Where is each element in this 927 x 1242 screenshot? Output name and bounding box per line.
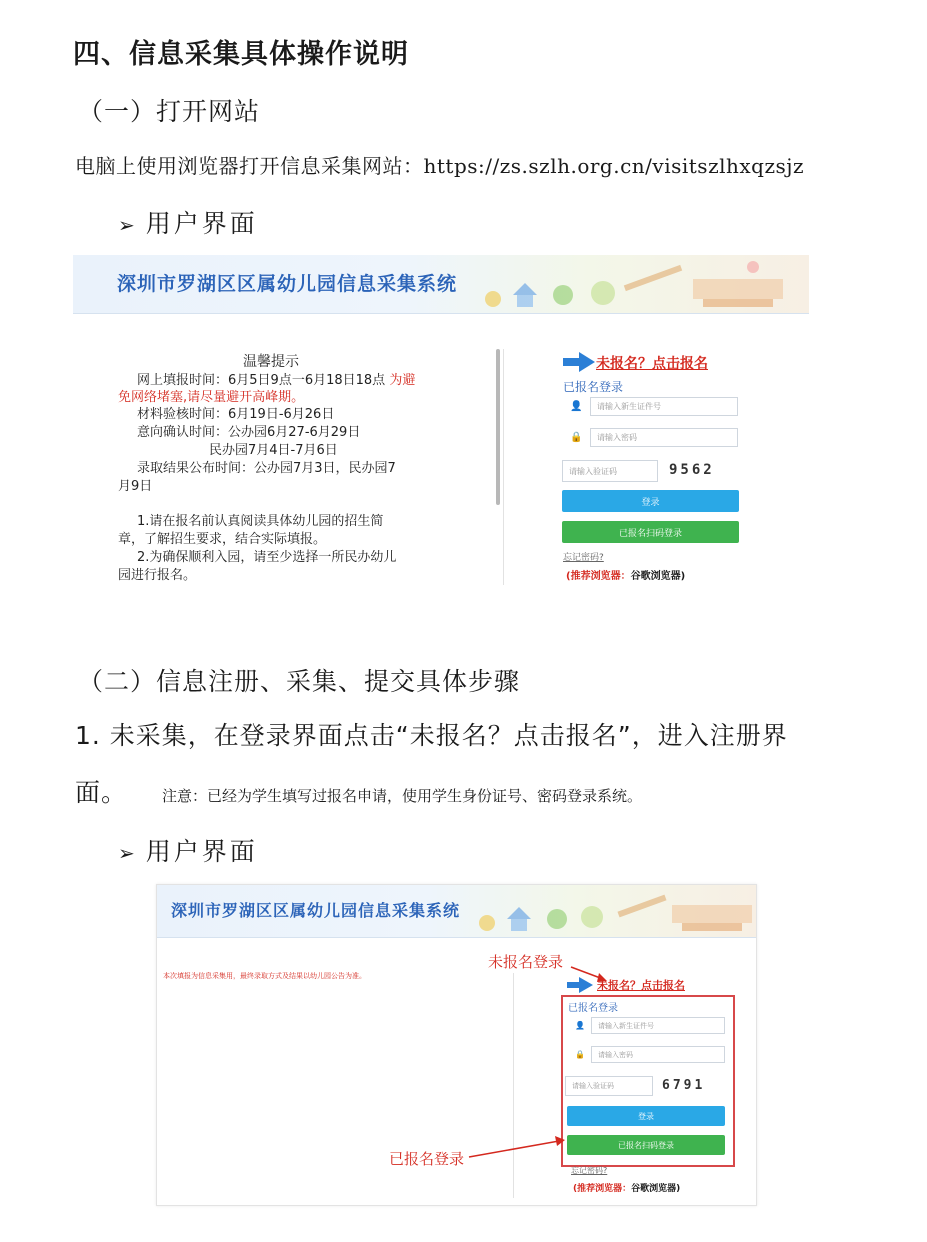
step1-text-line2: 面。: [75, 778, 128, 807]
step1-text-line1: 1. 未采集，在登录界面点击“未报名？点击报名”，进入注册界: [75, 721, 788, 750]
registered-login-label: 已报名登录: [563, 380, 624, 394]
captcha-input[interactable]: 请输入验证码: [565, 1076, 653, 1096]
id-number-input[interactable]: 请输入新生证件号: [590, 397, 738, 416]
password-input[interactable]: 请输入密码: [591, 1046, 725, 1063]
arrow-bullet-icon: ➢: [118, 841, 138, 865]
notice-line: 网上填报时间：6月5日9点一6月18日18点 为避: [137, 373, 416, 388]
section2-bullet-label: 用户界面: [145, 837, 258, 866]
section1-bullet: [118, 204, 258, 240]
captcha-input[interactable]: 请输入验证码: [562, 460, 658, 482]
scan-login-button[interactable]: 已报名扫码登录: [567, 1135, 725, 1155]
arrow-right-icon: [563, 352, 595, 372]
registered-login-label: 已报名登录: [568, 1003, 618, 1014]
notice-line: 免网络堵塞,请尽量避开高峰期。: [118, 390, 305, 405]
arrow-bullet-icon: ➢: [118, 213, 138, 237]
section1-title: （一）打开网站: [78, 97, 261, 126]
forgot-password-link[interactable]: 忘记密码?: [571, 1166, 608, 1175]
system-title: 深圳市罗湖区区属幼儿园信息采集系统: [117, 273, 458, 295]
notice-scrollbar[interactable]: [496, 349, 500, 505]
register-link[interactable]: 未报名？点击报名: [597, 979, 685, 992]
banner-illustration-icon: [457, 885, 756, 937]
notice-line: 录取结果公布时间：公办园7月3日，民办园7: [137, 461, 396, 476]
section2-bullet: [118, 832, 258, 868]
banner-illustration-icon: [453, 255, 809, 313]
scan-login-button[interactable]: 已报名扫码登录: [562, 521, 739, 543]
page-heading: 四、信息采集具体操作说明: [73, 39, 409, 70]
notice-line: 章，了解招生要求，结合实际填报。: [118, 532, 327, 547]
browser-recommendation: (推荐浏览器：谷歌浏览器): [573, 1184, 681, 1194]
notice-text: 本次填报为信息采集用，最终录取方式及结果以幼儿园公告为准。: [163, 972, 366, 980]
user-icon: 👤: [575, 1021, 585, 1030]
id-number-input[interactable]: 请输入新生证件号: [591, 1017, 725, 1034]
section1-instruction: 电脑上使用浏览器打开信息采集网站：https://zs.szlh.org.cn/visitszlhxqzsjz: [75, 154, 805, 178]
forgot-password-link[interactable]: 忘记密码?: [563, 553, 604, 563]
notice-line: 1.请在报名前认真阅读具体幼儿园的招生简: [137, 514, 384, 529]
system-title: 深圳市罗湖区区属幼儿园信息采集系统: [171, 901, 461, 920]
annotation-unregistered-login: 未报名登录: [488, 953, 564, 971]
divider: [503, 349, 504, 585]
notice-line: 材料验核时间：6月19日-6月26日: [137, 407, 335, 422]
lock-icon: 🔒: [575, 1050, 585, 1059]
arrow-right-icon: [567, 977, 593, 993]
screenshot-login-page-2: [156, 884, 757, 1206]
password-input[interactable]: 请输入密码: [590, 428, 738, 447]
annotation-arrow-icon: [467, 1135, 567, 1161]
annotation-registered-login: 已报名登录: [389, 1150, 465, 1168]
section1-bullet-label: 用户界面: [145, 209, 258, 238]
browser-recommendation: (推荐浏览器：谷歌浏览器): [566, 571, 686, 582]
screenshot-login-page-1: [73, 255, 809, 595]
lock-icon: 🔒: [570, 432, 583, 443]
login-button[interactable]: 登录: [567, 1106, 725, 1126]
notice-line: 月9日: [118, 479, 153, 494]
register-link[interactable]: 未报名？点击报名: [596, 356, 708, 372]
notice-line: 园进行报名。: [118, 568, 197, 583]
system-banner: [157, 885, 756, 938]
notice-line: 2.为确保顺利入园，请至少选择一所民办幼儿: [137, 550, 397, 565]
system-banner: [73, 255, 809, 314]
captcha-image[interactable]: 6791: [662, 1078, 706, 1093]
login-button[interactable]: 登录: [562, 490, 739, 512]
notice-title: 温馨提示: [243, 354, 299, 370]
notice-line: 民办园7月4日-7月6日: [209, 443, 338, 458]
section2-title: （二）信息注册、采集、提交具体步骤: [78, 667, 521, 696]
divider: [513, 973, 514, 1198]
user-icon: 👤: [570, 401, 583, 412]
captcha-image[interactable]: 9562: [669, 462, 715, 478]
notice-line: 意向确认时间：公办园6月27-6月29日: [137, 425, 361, 440]
step1-note: 注意：已经为学生填写过报名申请，使用学生身份证号、密码登录系统。: [162, 787, 643, 805]
